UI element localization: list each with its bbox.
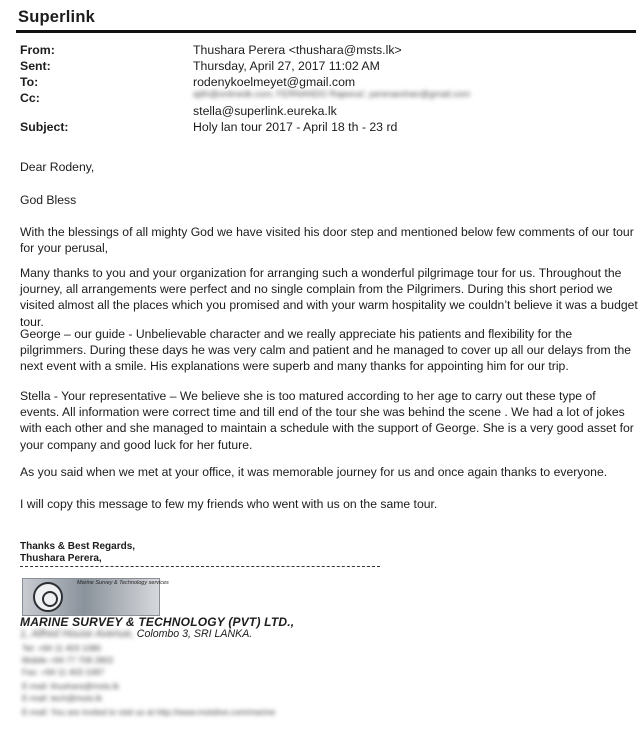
paragraph-2: Many thanks to you and your organization for arranging such a wonderful pilgrimage tour for us. Throughout the journey, all arrangements were perfect and no single complain from the Pilgrimers. During this short period we visited almost all the places which you promised and with your warm hospitality we couldn’t believe it was a budget tour.: [20, 266, 638, 329]
cc-redacted: ajith@onlinedk.com; FERNANDO Rajeeva'; pereraeshan@gmail.com: [193, 89, 471, 99]
company-name: MARINE SURVEY & TECHNOLOGY (PVT) LTD.,: [20, 615, 295, 629]
signature-regards: Thanks & Best Regards,: [20, 541, 136, 552]
logo-tagline: Marine Survey & Technology services: [77, 580, 169, 586]
signature-divider: [20, 566, 380, 567]
address-city: Colombo 3, SRI LANKA.: [133, 628, 253, 640]
contact-line: E-mail: thushara@msts.lk: [22, 681, 119, 691]
from-value-text: Thushara Perera <thushara@msts.lk>: [193, 43, 402, 57]
cc-label: Cc:: [20, 91, 40, 105]
contact-line: Tel: +94 11 403 1080: [22, 643, 102, 653]
blessing: God Bless: [20, 193, 77, 207]
greeting: Dear Rodeny,: [20, 160, 95, 174]
brand-divider: [16, 30, 636, 33]
to-label: To:: [20, 75, 39, 89]
sent-value: Thursday, April 27, 2017 11:02 AM: [193, 59, 380, 73]
paragraph-4: Stella - Your representative – We believe she is too matured according to her age to carry out these type of events. All information were correct time and till end of the tour she was behind the scene . We had a lot of jokes with each other and she managed to maintain a schedule with the support of George. She is a very good asset for your company and good luck for her future.: [20, 389, 634, 452]
from-label: From:: [20, 43, 55, 57]
contact-line: Fax: +94 11 403 1087: [22, 667, 105, 677]
company-address: [20, 628, 252, 640]
paragraph-3: George – our guide - Unbelievable character and we really appreciate his patients and flexibility for the pilgrimmers. During these days he was very calm and patient and he managed to cover up all our delays from the next event with a smile. His explanations were superb and many thanks for appointing him for our trip.: [20, 327, 632, 374]
contact-line: E-mail: tech@msts.lk: [22, 693, 102, 703]
paragraph-1: With the blessings of all mighty God we have visited his door step and mentioned below few comments of our tour for your perusal,: [20, 225, 634, 256]
sent-label: Sent:: [20, 59, 51, 73]
contact-line: E-mail: You are invited to visit us at http://www.mstslive.com/marine: [22, 707, 276, 717]
to-value: rodenykoelmeyet@gmail.com: [193, 75, 356, 89]
address-redacted: 1, Alfred House Avenue,: [20, 628, 134, 640]
subject-label: Subject:: [20, 120, 69, 134]
ship-wheel-icon: [33, 582, 63, 612]
from-value: [193, 43, 402, 57]
company-logo: [22, 578, 169, 616]
brand-title: Superlink: [18, 8, 95, 26]
cc-value: stella@superlink.eureka.lk: [193, 104, 337, 118]
signature-name: Thushara Perera,: [20, 553, 102, 564]
paragraph-5: As you said when we met at your office, it was memorable journey for us and once again thanks to everyone.: [20, 465, 608, 479]
contact-line: Mobile +94 77 708 2802: [22, 655, 114, 665]
subject-value: Holy lan tour 2017 - April 18 th - 23 rd: [193, 120, 398, 134]
paragraph-6: I will copy this message to few my friends who went with us on the same tour.: [20, 497, 438, 511]
